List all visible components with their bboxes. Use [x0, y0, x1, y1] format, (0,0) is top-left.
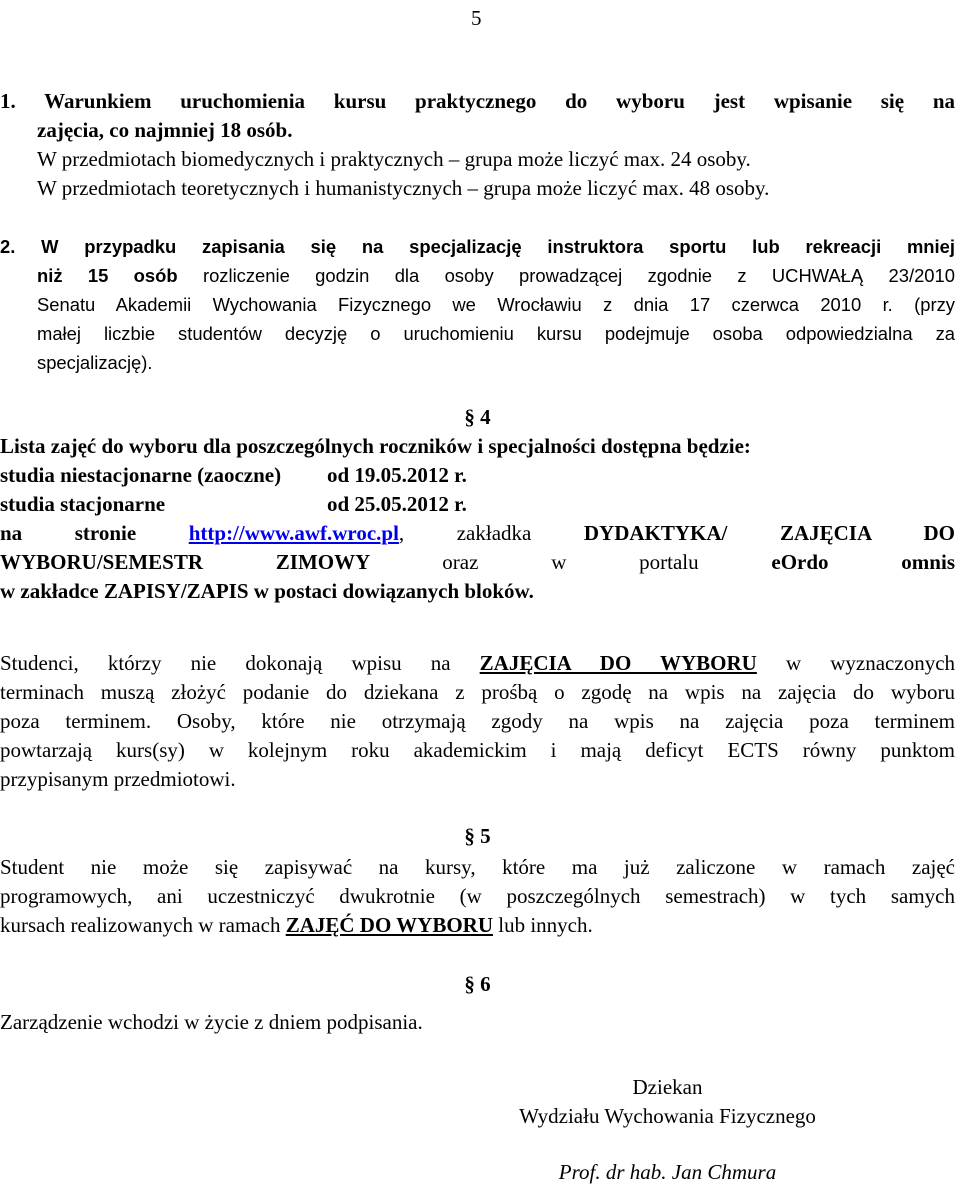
row-1-label: studia niestacjonarne (zaoczne)	[0, 463, 282, 487]
line-3-end: lub innych.	[493, 913, 593, 937]
item-1-line-3: W przedmiotach biomedycznych i praktycznych – grupa może liczyć max. 24 osoby.	[37, 147, 751, 171]
item-2-line-1	[0, 232, 955, 261]
section-4-line-6: w zakładce ZAPISY/ZAPIS w postaci dowiązanych bloków.	[0, 579, 534, 603]
item-2-line-2	[0, 261, 955, 290]
item-2-text: W przypadku zapisania się na specjalizację instruktora sportu lub rekreacji mniej	[41, 236, 955, 257]
para-end: w wyznaczonych	[785, 651, 956, 675]
item-2-bold-start: niż 15 osób	[37, 265, 178, 286]
item-2-line-5: specjalizację).	[37, 352, 153, 373]
signature-faculty: Wydziału Wychowania Fizycznego	[519, 1104, 816, 1128]
line-3-underlined: ZAJĘĆ DO WYBORU	[285, 913, 494, 937]
section-4-links	[0, 519, 955, 606]
section-4-paragraph	[0, 649, 955, 794]
row-1-date: od 19.05.2012 r.	[327, 463, 467, 487]
section-5-body	[0, 853, 955, 940]
line-5-bold-2: eOrdo omnis	[771, 550, 955, 574]
row-2-label: studia stacjonarne	[0, 492, 166, 516]
item-1-number: 1.	[0, 89, 16, 113]
item-1-line-1	[0, 87, 955, 116]
para-line-4: powtarzają kurs(sy) w kolejnym roku akademickim i mają deficyt ECTS równy punktom	[0, 738, 955, 762]
signature-name: Prof. dr hab. Jan Chmura	[558, 1160, 777, 1184]
item-1-line-4: W przedmiotach teoretycznych i humanistycznych – grupa może liczyć max. 48 osoby.	[37, 176, 770, 200]
section-4-row-2	[0, 490, 955, 519]
para-line-5: przypisanym przedmiotowi.	[0, 767, 236, 791]
item-1-text: Warunkiem uruchomienia kursu praktycznego do wyboru jest wpisanie się na	[44, 89, 956, 113]
item-1	[0, 87, 955, 203]
section-6-line: Zarządzenie wchodzi w życie z dniem podpisania.	[0, 1010, 423, 1034]
section-4-line-1: Lista zajęć do wyboru dla poszczególnych roczników i specjalności dostępna będzie:	[0, 434, 751, 458]
signature-title: Dziekan	[632, 1075, 703, 1099]
section-5-line-3	[0, 911, 955, 940]
para-start: Studenci, którzy nie dokonają wpisu na	[0, 651, 451, 675]
line-5-mid: oraz w portalu	[442, 550, 699, 574]
page-number: 5	[471, 6, 482, 30]
para-line-3: poza terminem. Osoby, które nie otrzymają zgody na wpis na zajęcia poza terminem	[0, 709, 955, 733]
section-4-row-1	[0, 461, 955, 490]
line-4-pre: na stronie	[0, 521, 137, 545]
row-2-date: od 25.05.2012 r.	[327, 492, 467, 516]
section-4-body	[0, 432, 955, 519]
line-4-mid: , zakładka	[398, 521, 532, 545]
line-4-bold: DYDAKTYKA/ ZAJĘCIA DO	[583, 521, 956, 545]
line-5-bold-1: WYBORU/SEMESTR ZIMOWY	[0, 550, 370, 574]
section-4-line-5	[0, 548, 955, 577]
section-4-heading: § 4	[464, 405, 491, 429]
section-6-heading: § 6	[464, 972, 491, 996]
para-line-1	[0, 649, 955, 678]
awf-link[interactable]: http://www.awf.wroc.pl	[188, 521, 399, 545]
line-3-start: kursach realizowanych w ramach	[0, 913, 281, 937]
section-5-line-1: Student nie może się zapisywać na kursy, które ma już zaliczone w ramach zajęć	[0, 855, 955, 879]
section-5-line-2: programowych, ani uczestniczyć dwukrotnie (w poszczególnych semestrach) w tych samych	[0, 884, 955, 908]
item-2-line-3: Senatu Akademii Wychowania Fizycznego we Wrocławiu z dnia 17 czerwca 2010 r. (przy	[37, 294, 955, 315]
item-2	[0, 232, 955, 377]
para-underlined: ZAJĘCIA DO WYBORU	[479, 651, 757, 675]
para-line-2: terminach muszą złożyć podanie do dziekana z prośbą o zgodę na wpis na zajęcia do wyboru	[0, 680, 955, 704]
section-5-heading: § 5	[464, 824, 491, 848]
item-2-line-4: małej liczbie studentów decyzję o uruchomieniu kursu podejmuje osoba odpowiedzialna za	[37, 323, 955, 344]
item-2-number: 2.	[0, 236, 16, 257]
section-4-line-4	[0, 519, 955, 548]
item-2-line-2-rest: rozliczenie godzin dla osoby prowadzącej zgodnie z UCHWAŁĄ 23/2010	[177, 265, 955, 286]
item-1-line-2: zajęcia, co najmniej 18 osób.	[37, 118, 293, 142]
